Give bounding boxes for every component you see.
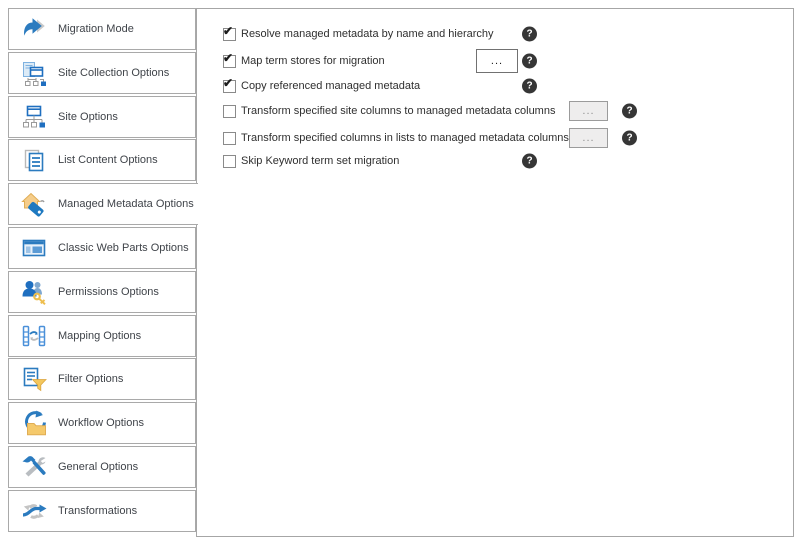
sidebar-item-migration-mode[interactable] — [8, 8, 196, 50]
sidebar-item-label: General Options — [58, 460, 139, 473]
sidebar-item-label: Permissions Options — [58, 285, 159, 298]
map-term-stores-browse-button[interactable]: ... — [476, 49, 518, 73]
sidebar-item-label: Workflow Options — [58, 417, 144, 430]
managed-metadata-options-panel — [196, 8, 794, 537]
document-funnel-icon — [19, 364, 49, 394]
web-parts-window-icon — [19, 233, 49, 263]
help-icon[interactable]: ? — [522, 54, 537, 69]
checkbox-resolve-managed-metadata[interactable] — [223, 23, 236, 41]
checkmark-icon: ✔ — [223, 23, 234, 38]
option-row-map-term-stores — [223, 48, 785, 74]
circular-arrow-folder-icon — [19, 408, 49, 438]
sidebar-item-workflow-options[interactable] — [8, 402, 196, 444]
users-key-icon — [19, 277, 49, 307]
checkbox-skip-keyword-term-set[interactable] — [223, 155, 236, 168]
checkbox-label: Map term stores for migration — [241, 55, 385, 67]
sidebar-item-label: Transformations — [58, 504, 138, 517]
options-sidebar — [8, 8, 196, 534]
sidebar-item-label: Classic Web Parts Options — [58, 241, 189, 254]
checkbox-map-term-stores[interactable] — [223, 50, 236, 68]
sidebar-item-label: Managed Metadata Options — [58, 198, 194, 211]
sidebar-item-label: Migration Mode — [58, 23, 134, 35]
sidebar-item-general-options[interactable] — [8, 446, 196, 488]
site-collection-icon — [19, 58, 49, 88]
help-icon[interactable]: ? — [622, 131, 637, 146]
sidebar-item-permissions-options[interactable] — [8, 271, 196, 313]
sidebar-item-list-content-options[interactable] — [8, 139, 196, 181]
transform-list-columns-browse-button: ... — [569, 128, 608, 148]
help-icon[interactable]: ? — [522, 154, 537, 169]
sidebar-item-mapping-options[interactable] — [8, 315, 196, 357]
sidebar-item-site-options[interactable] — [8, 96, 196, 138]
option-row-copy-referenced-metadata — [223, 73, 785, 99]
help-icon[interactable]: ? — [522, 79, 537, 94]
sidebar-item-label: Mapping Options — [58, 329, 142, 342]
help-icon[interactable]: ? — [622, 104, 637, 119]
checkbox-copy-referenced-metadata[interactable] — [223, 75, 236, 93]
option-row-skip-keyword-term-set — [223, 148, 785, 174]
sidebar-item-site-collection-options[interactable] — [8, 52, 196, 94]
checkbox-label: Copy referenced managed metadata — [241, 80, 421, 92]
list-document-icon — [19, 145, 49, 175]
option-row-resolve-managed-metadata — [223, 21, 785, 47]
checkbox-label: Skip Keyword term set migration — [241, 155, 400, 167]
checkbox-transform-site-columns[interactable] — [223, 105, 236, 118]
sidebar-item-label: Filter Options — [58, 373, 124, 386]
checkmark-icon: ✔ — [223, 75, 234, 90]
transform-site-columns-browse-button: ... — [569, 101, 608, 121]
site-hierarchy-icon — [19, 102, 49, 132]
sidebar-item-label: Site Collection Options — [58, 66, 170, 79]
sidebar-item-transformations[interactable] — [8, 490, 196, 532]
sidebar-item-label: List Content Options — [58, 154, 158, 167]
checkbox-label: Transform specified site columns to managed metadata columns — [241, 105, 556, 117]
checkbox-label: Resolve managed metadata by name and hierarchy — [241, 28, 494, 40]
checkmark-icon: ✔ — [223, 50, 234, 65]
sidebar-item-filter-options[interactable] — [8, 358, 196, 400]
option-row-transform-site-columns — [223, 98, 785, 124]
checkbox-label: Transform specified columns in lists to managed metadata columns — [241, 132, 569, 144]
checkbox-transform-list-columns[interactable] — [223, 132, 236, 145]
hammer-wrench-icon — [19, 452, 49, 482]
sidebar-item-classic-web-parts-options[interactable] — [8, 227, 196, 269]
mapping-columns-icon — [19, 321, 49, 351]
swap-arrows-icon — [19, 496, 49, 526]
sidebar-item-managed-metadata-options[interactable] — [8, 183, 198, 225]
help-icon[interactable]: ? — [522, 27, 537, 42]
house-tag-icon — [19, 189, 49, 219]
migration-arrow-icon — [19, 14, 49, 44]
sidebar-item-label: Site Options — [58, 110, 118, 123]
